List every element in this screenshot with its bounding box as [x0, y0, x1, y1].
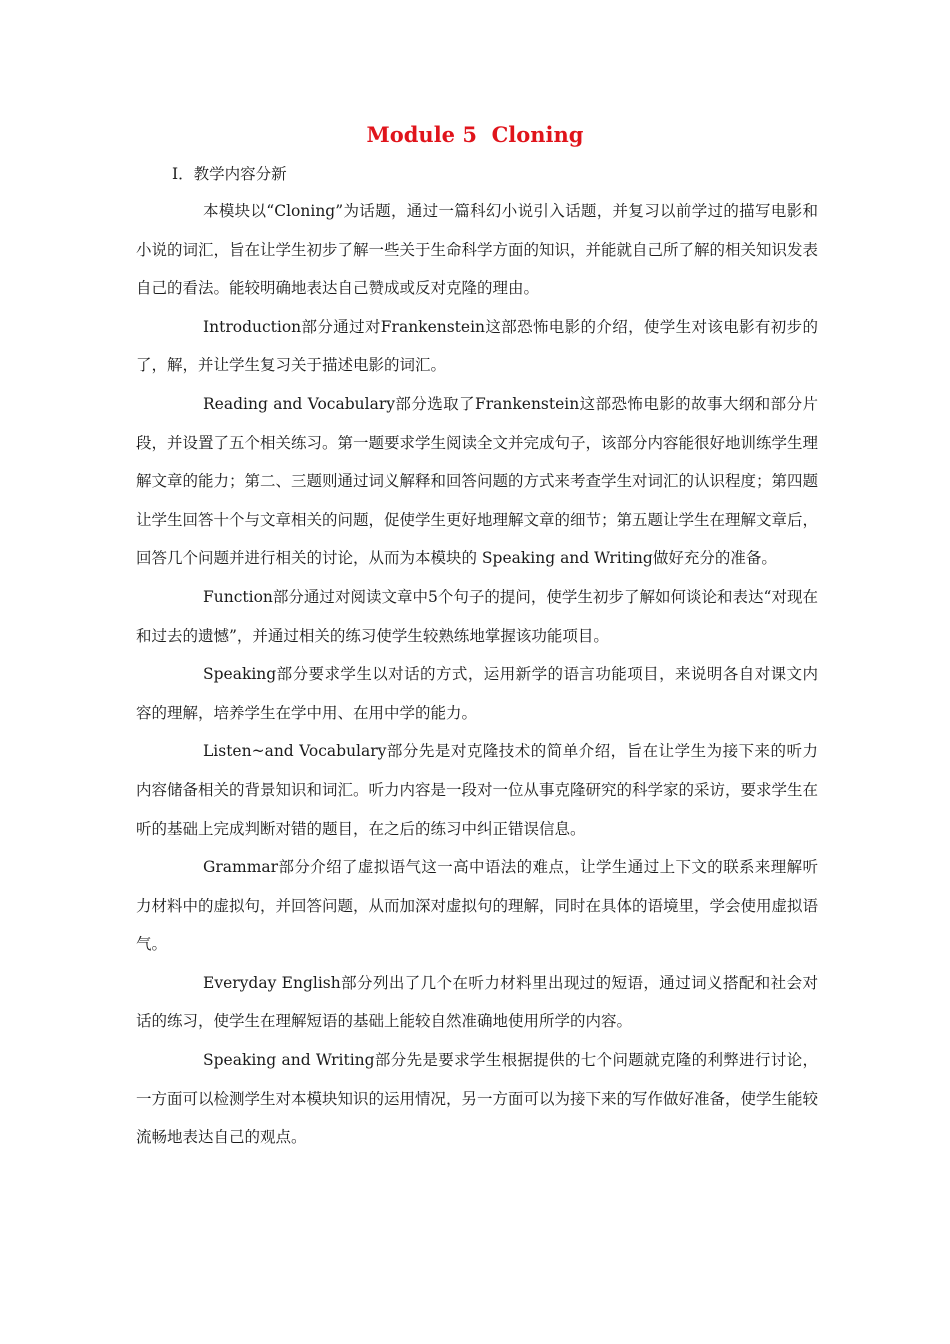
section-heading: I．教学内容分新: [172, 165, 287, 183]
page-title: Module 5 Cloning: [366, 122, 584, 147]
paragraph-introduction: Introduction部分通过对Frankenstein这部恐怖电影的介绍，使学生对该电影有初步的了，解，并让学生复习关于描述电影的词汇。: [136, 317, 818, 375]
paragraph-overview: 本模块以“Cloning”为话题，通过一篇科幻小说引入话题，并复习以前学过的描写电影和小说的词汇，旨在让学生初步了解一些关于生命科学方面的知识，并能就自己所了解的相关知识发表自己的看法。能较明确地表达自己赞成或反对克隆的理由。: [136, 202, 819, 298]
body-text: [136, 192, 818, 1157]
paragraph-speaking: Speaking部分要求学生以对话的方式，运用新学的语言功能项目，来说明各自对课文内容的理解，培养学生在学中用、在用中学的能力。: [136, 665, 818, 722]
paragraph-grammar: Grammar部分介绍了虚拟语气这一高中语法的难点，让学生通过上下文的联系来理解听力材料中的虚拟句，并回答问题，从而加深对虚拟句的理解，同时在具体的语境里，学会使用虚拟语气。: [136, 858, 819, 954]
paragraph-reading-vocabulary: Reading and Vocabulary部分选取了Frankenstein这部恐怖电影的故事大纲和部分片段，并设置了五个相关练习。第一题要求学生阅读全文并完成句子，该部分内容能很好地训练学生理解文章的能力；第二、三题则通过词义解释和回答问题的方式来考查学生对词汇的认识程度；第四题让学生回答十个与文章相关的问题，促使学生更好地理解文章的细节；第五题让学生在理解文章后，回答几个问题并进行相关的讨论，从而为本模块的 Speaking and Writing做好充分的准备。: [136, 394, 819, 568]
paragraph-everyday-english: Everyday English部分列出了几个在听力材料里出现过的短语，通过词义搭配和社会对话的练习，使学生在理解短语的基础上能较自然准确地使用所学的内容。: [136, 973, 818, 1031]
paragraph-function: Function部分通过对阅读文章中5个句子的提问，使学生初步了解如何谈论和表达“对现在和过去的遗憾”，并通过相关的练习使学生较熟练地掌握该功能项目。: [136, 587, 818, 645]
paragraph-listening-vocabulary: Listen~and Vocabulary部分先是对克隆技术的简单介绍，旨在让学生为接下来的听力内容储备相关的背景知识和词汇。听力内容是一段对一位从事克隆研究的科学家的采访，要求学生在听的基础上完成判断对错的题目，在之后的练习中纠正错误信息。: [136, 742, 819, 838]
paragraph-speaking-writing: Speaking and Writing部分先是要求学生根据提供的七个问题就克隆的利弊进行讨论，一方面可以检测学生对本模块知识的运用情况，另一方面可以为接下来的写作做好准备，使学生能较流畅地表达自己的观点。: [136, 1051, 819, 1147]
